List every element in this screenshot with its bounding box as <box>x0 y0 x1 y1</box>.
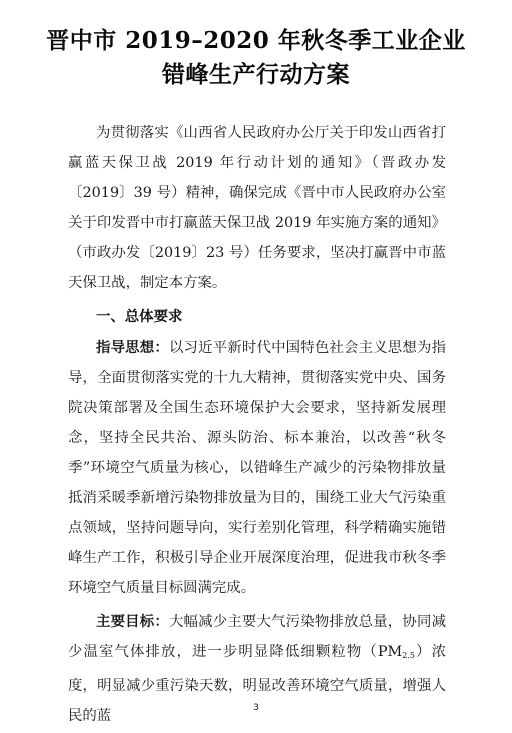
section-heading-general-requirements: 一、总体要求 <box>96 309 183 325</box>
pm-subscript: 2.5 <box>402 651 415 660</box>
main-goal-lead: 主要目标： <box>96 614 169 630</box>
guiding-thought-lead: 指导思想： <box>96 340 169 356</box>
main-goal-text-b: ）浓度，明显减少重污染天数，明显改善环境空气质量，增强人民的蓝 <box>68 644 446 724</box>
main-goal-text-a: 大幅减少主要大气污染物排放总量，协同减少温室气体排放，进一步明显降低细颗粒物（PM <box>68 614 446 660</box>
guiding-thought-text: 以习近平新时代中国特色社会主义思想为指导，全面贯彻落实党的十九大精神，贯彻落实党中央、国务院决策部署及全国生态环境保护大会要求，坚持新发展理念，坚持全民共治、源头防治、标本兼治，以改善“秋冬季”环境空气质量为核心，以错峰生产减少的污染物排放量抵消采暖季新增污染物排放量为目的，围绕工业大气污染重点领域，坚持问题导向，实行差别化管理，科学精确实施错峰生产工作，积极引导企业开展深度治理，促进我市秋冬季环境空气质量目标圆满完成。 <box>68 340 446 596</box>
guiding-thought-paragraph <box>68 333 446 603</box>
page-number: 3 <box>253 703 259 713</box>
document-title-line-1: 晋中市 2019–2020 年秋冬季工业企业 <box>46 27 466 54</box>
document-title-line-2: 错峰生产行动方案 <box>162 61 350 88</box>
intro-paragraph: 为贯彻落实《山西省人民政府办公厅关于印发山西省打赢蓝天保卫战 2019 年行动计划的通知》（晋政办发〔2019〕39 号）精神，确保完成《晋中市人民政府办公室关于印发晋中市打赢蓝天保卫战 2019 年实施方案的通知》（市政办发〔2019〕23 号）任务要求，坚决打赢晋中市蓝天保卫战，制定本方案。 <box>68 125 446 291</box>
